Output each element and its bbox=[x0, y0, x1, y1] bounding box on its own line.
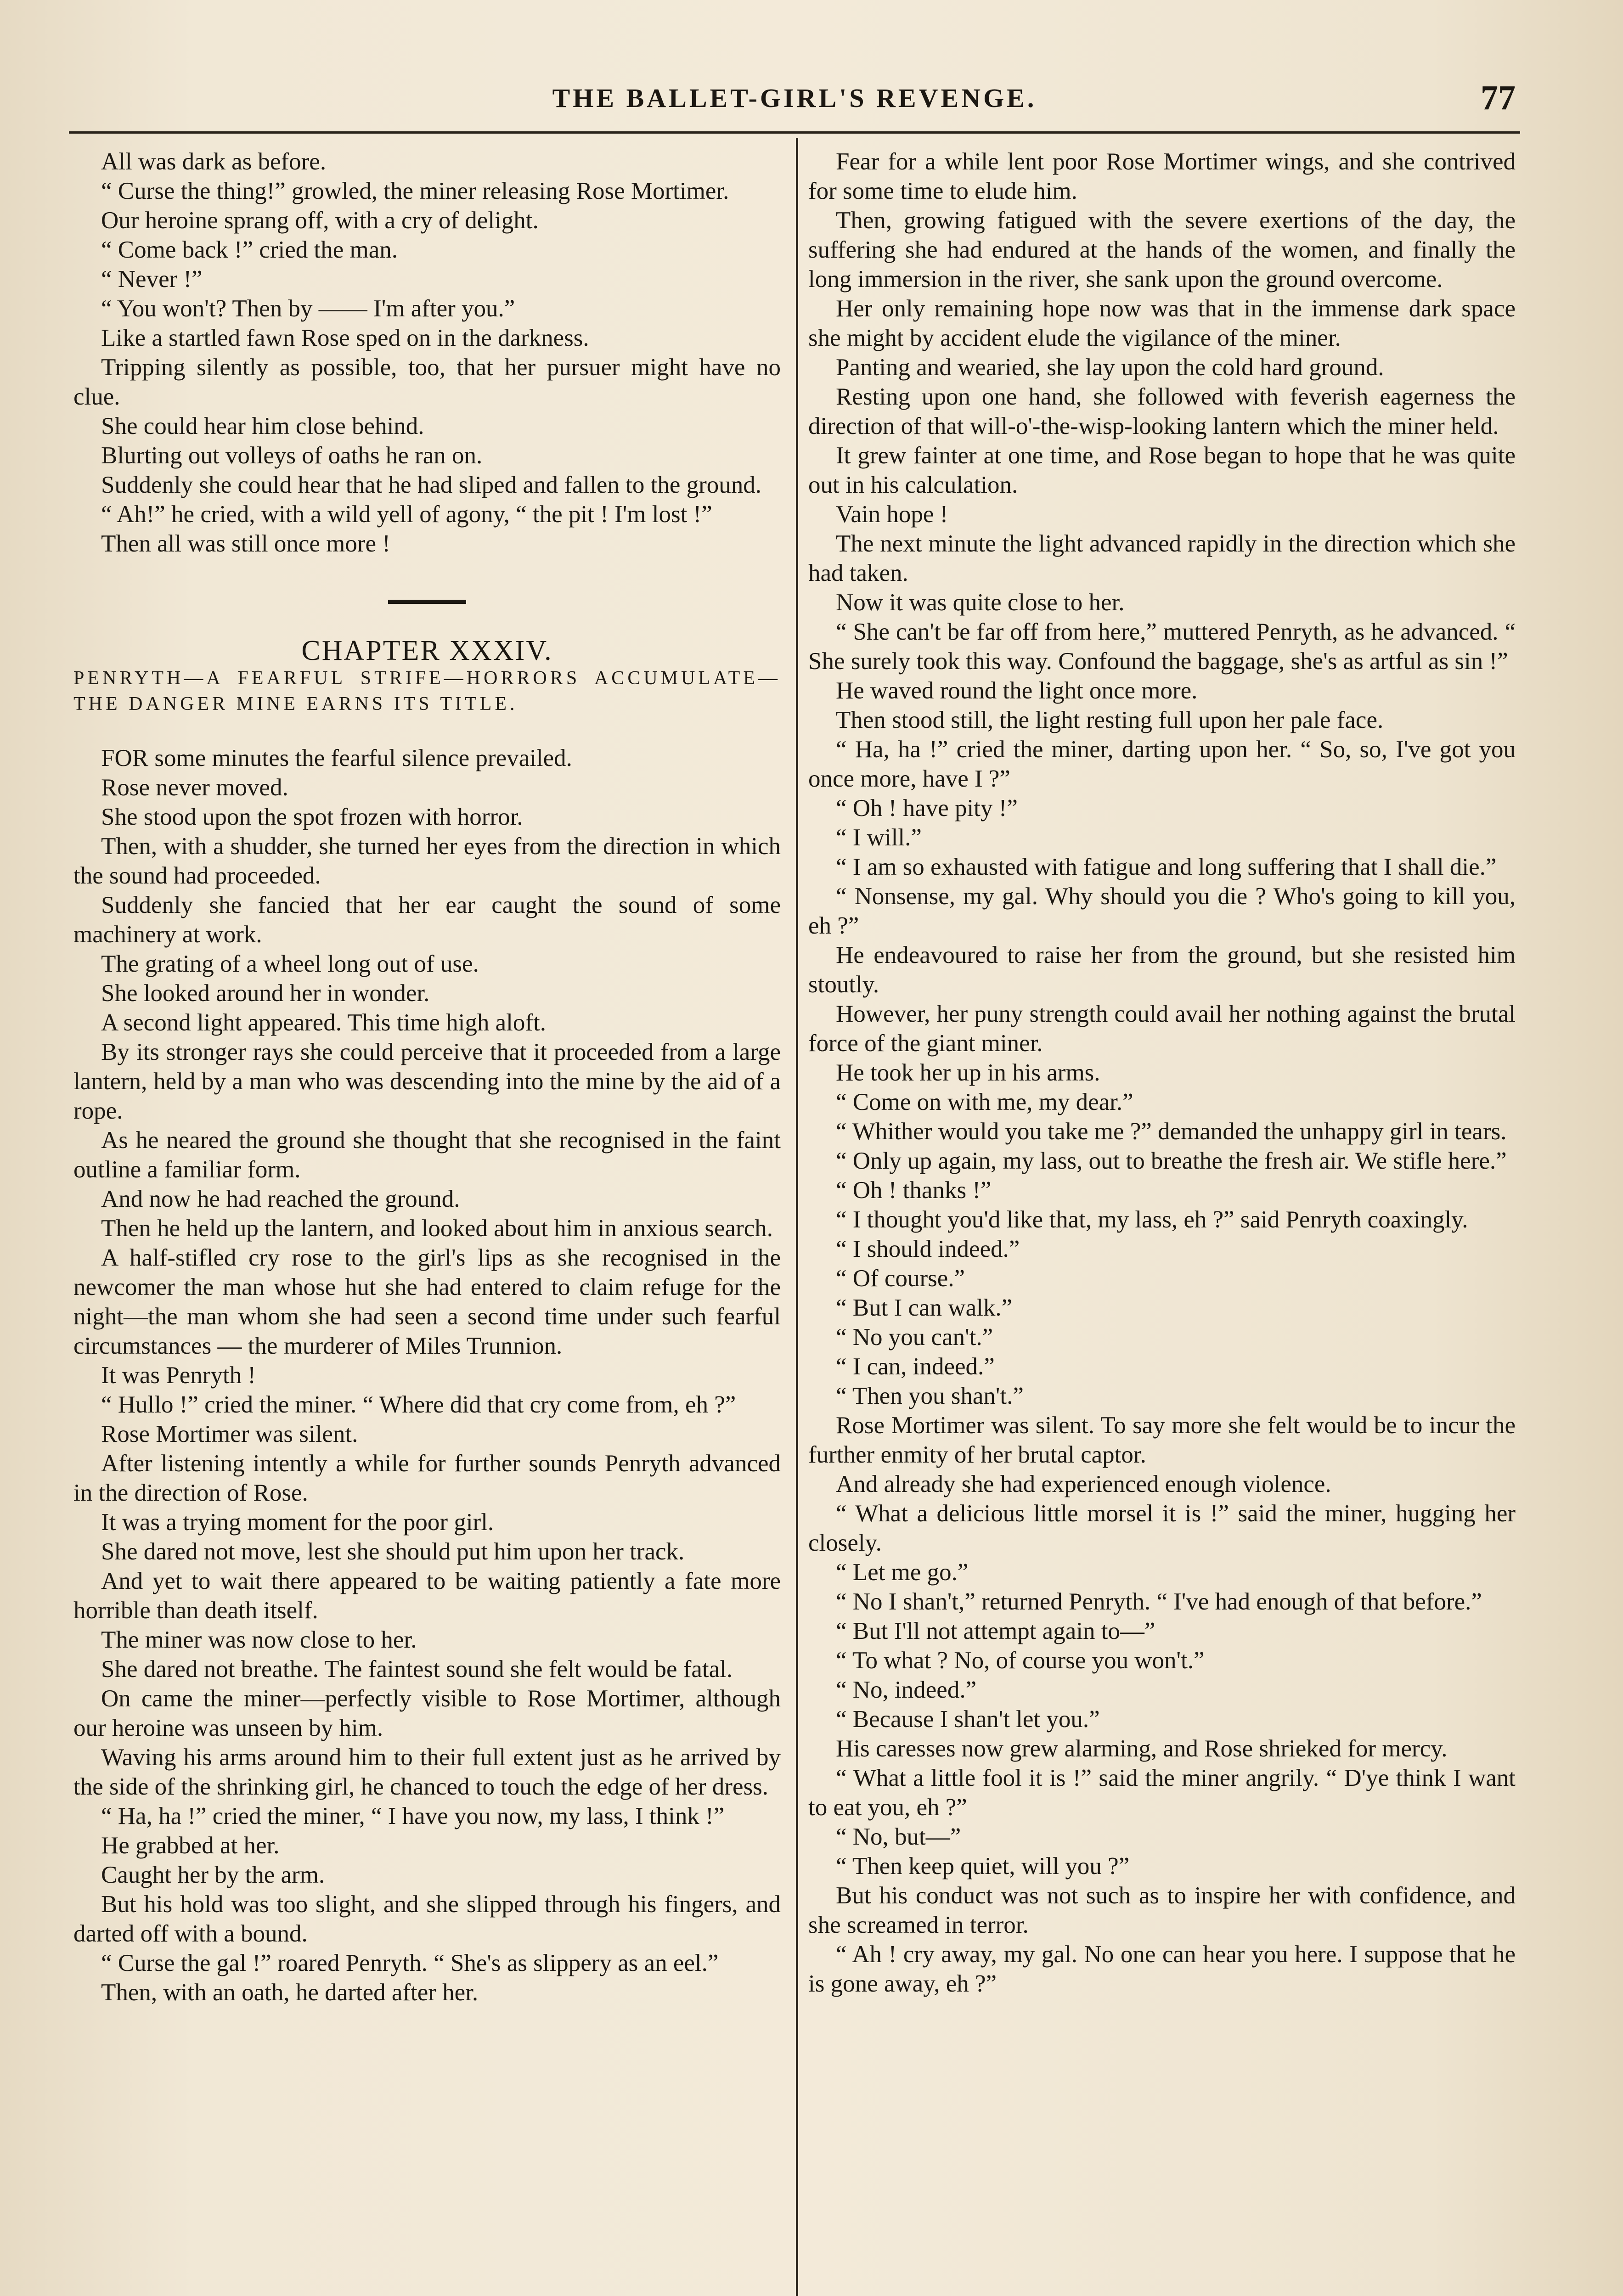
paragraph: “ Ha, ha !” cried the miner, “ I have you now, my lass, I think !” bbox=[101, 1803, 725, 1829]
paragraph: “ Then you shan't.” bbox=[836, 1383, 1024, 1409]
paragraph: Like a startled fawn Rose sped on in the darkness. bbox=[101, 325, 589, 351]
paragraph: Suddenly she could hear that he had sliped and fallen to the ground. bbox=[101, 472, 761, 498]
left-paragraphs-after bbox=[73, 743, 781, 2007]
paragraph: “ She can't be far off from here,” muttered Penryth, as he advanced. “ She surely took this way. Confound the baggage, she's as artful as sin !” bbox=[808, 619, 1516, 675]
page-number: 77 bbox=[1481, 79, 1516, 117]
paragraph: Then, growing fatigued with the severe exertions of the day, the suffering she had endured at the hands of the women, and finally the long immersion in the river, she sank upon the ground overcome. bbox=[808, 207, 1516, 293]
paragraph: She looked around her in wonder. bbox=[101, 980, 430, 1007]
paragraph: By its stronger rays she could perceive that it proceeded from a large lantern, held by a man who was descending into the mine by the aid of a rope. bbox=[73, 1039, 781, 1124]
paragraph: “ Curse the thing!” growled, the miner releasing Rose Mortimer. bbox=[101, 178, 729, 204]
paragraph: And now he had reached the ground. bbox=[101, 1186, 460, 1212]
paragraph: “ Then keep quiet, will you ?” bbox=[836, 1853, 1130, 1880]
running-title: THE BALLET-GIRL'S REVENGE. bbox=[552, 83, 1037, 113]
paragraph: “ What a little fool it is !” said the miner angrily. “ D'ye think I want to eat you, eh ?” bbox=[808, 1765, 1516, 1821]
chapter-title: CHAPTER XXXIV. bbox=[301, 635, 553, 666]
paragraph: On came the miner—perfectly visible to Rose Mortimer, although our heroine was unseen by him. bbox=[73, 1685, 781, 1741]
paragraph: Panting and wearied, she lay upon the cold hard ground. bbox=[836, 354, 1384, 381]
paragraph: Caught her by the arm. bbox=[101, 1862, 325, 1888]
paragraph: FOR some minutes the fearful silence prevailed. bbox=[101, 745, 572, 771]
paragraph: “ No you can't.” bbox=[836, 1324, 993, 1351]
paragraph: “ Because I shan't let you.” bbox=[836, 1706, 1100, 1733]
paragraph: “ But I'll not attempt again to—” bbox=[836, 1618, 1155, 1644]
paragraph: He endeavoured to raise her from the ground, but she resisted him stoutly. bbox=[808, 942, 1516, 998]
paragraph: “ Oh ! thanks !” bbox=[836, 1177, 992, 1204]
paragraph: “ But I can walk.” bbox=[836, 1294, 1013, 1321]
page-header bbox=[73, 69, 1516, 129]
paragraph: “ I thought you'd like that, my lass, eh ?” said Penryth coaxingly. bbox=[836, 1206, 1468, 1233]
chapter-summary: PENRYTH—A FEARFUL STRIFE—HORRORS ACCUMULATE—THE DANGER MINE EARNS ITS TITLE. bbox=[73, 668, 781, 715]
paragraph: Rose never moved. bbox=[101, 774, 288, 801]
paragraph: “ I can, indeed.” bbox=[836, 1353, 995, 1380]
paragraph: Now it was quite close to her. bbox=[836, 589, 1125, 616]
paragraph: All was dark as before. bbox=[101, 148, 327, 175]
section-divider bbox=[388, 600, 466, 604]
paragraph: Rose Mortimer was silent. To say more she felt would be to incur the further enmity of her brutal captor. bbox=[808, 1412, 1516, 1468]
paragraph: Resting upon one hand, she followed with feverish eagerness the direction of that will-o'-the-wisp-looking lantern which the miner held. bbox=[808, 383, 1516, 439]
paragraph: “ What a delicious little morsel it is !” said the miner, hugging her closely. bbox=[808, 1500, 1516, 1556]
paragraph: “ Curse the gal !” roared Penryth. “ She's as slippery as an eel.” bbox=[101, 1950, 719, 1976]
left-column bbox=[73, 147, 781, 2007]
paragraph: She stood upon the spot frozen with horror. bbox=[101, 804, 523, 830]
paragraph: Then stood still, the light resting full upon her pale face. bbox=[836, 707, 1384, 733]
paragraph: “ Oh ! have pity !” bbox=[836, 795, 1018, 822]
paragraph: She dared not move, lest she should put him upon her track. bbox=[101, 1538, 685, 1565]
header-rule bbox=[69, 131, 1520, 134]
paragraph: Our heroine sprang off, with a cry of delight. bbox=[101, 207, 539, 234]
paragraph: Then all was still once more ! bbox=[101, 530, 390, 557]
right-column bbox=[808, 147, 1516, 1998]
paragraph: The next minute the light advanced rapidly in the direction which she had taken. bbox=[808, 530, 1516, 586]
paragraph: The miner was now close to her. bbox=[101, 1626, 417, 1653]
paragraph: And already she had experienced enough violence. bbox=[836, 1471, 1331, 1497]
paragraph: “ Never !” bbox=[101, 266, 203, 293]
paragraph: “ No, but—” bbox=[836, 1823, 961, 1850]
paragraph: It grew fainter at one time, and Rose began to hope that he was quite out in his calculation. bbox=[808, 442, 1516, 498]
paragraph: The grating of a wheel long out of use. bbox=[101, 951, 479, 977]
paragraph: “ I should indeed.” bbox=[836, 1236, 1020, 1262]
paragraph: “ I am so exhausted with fatigue and long suffering that I shall die.” bbox=[836, 854, 1497, 880]
paragraph: Tripping silently as possible, too, that her pursuer might have no clue. bbox=[73, 354, 781, 410]
paragraph: It was Penryth ! bbox=[101, 1362, 256, 1389]
paragraph: And yet to wait there appeared to be waiting patiently a fate more horrible than death itself. bbox=[73, 1568, 781, 1624]
paragraph: After listening intently a while for further sounds Penryth advanced in the direction of Rose. bbox=[73, 1450, 781, 1506]
paragraph: Then he held up the lantern, and looked about him in anxious search. bbox=[101, 1215, 773, 1242]
paragraph: Then, with a shudder, she turned her eyes from the direction in which the sound had proceeded. bbox=[73, 833, 781, 889]
paragraph: “ Nonsense, my gal. Why should you die ? Who's going to kill you, eh ?” bbox=[808, 883, 1516, 939]
paragraph: “ Ah ! cry away, my gal. No one can hear you here. I suppose that he is gone away, eh ?” bbox=[808, 1941, 1516, 1997]
paragraph: She could hear him close behind. bbox=[101, 413, 424, 439]
paragraph: Blurting out volleys of oaths he ran on. bbox=[101, 442, 483, 469]
paragraph: However, her puny strength could avail her nothing against the brutal force of the giant miner. bbox=[808, 1001, 1516, 1057]
paragraph: “ Come back !” cried the man. bbox=[101, 236, 398, 263]
paragraph: A half-stifled cry rose to the girl's lips as she recognised in the newcomer the man whose hut she had entered to claim refuge for the night—the man whom she had seen a second time under such fearful circumstances — the murderer of Miles Trunnion. bbox=[73, 1244, 781, 1359]
paragraph: “ No I shan't,” returned Penryth. “ I've had enough of that before.” bbox=[836, 1588, 1482, 1615]
paragraph: “ Ha, ha !” cried the miner, darting upon her. “ So, so, I've got you once more, have I ?” bbox=[808, 736, 1516, 792]
paragraph: Rose Mortimer was silent. bbox=[101, 1421, 358, 1447]
paragraph: But his conduct was not such as to inspire her with confidence, and she screamed in terror. bbox=[808, 1882, 1516, 1938]
paragraph: “ Ah!” he cried, with a wild yell of agony, “ the pit ! I'm lost !” bbox=[101, 501, 712, 528]
paragraph: Fear for a while lent poor Rose Mortimer wings, and she contrived for some time to elude him. bbox=[808, 148, 1516, 204]
paragraph: Then, with an oath, he darted after her. bbox=[101, 1979, 479, 2006]
paragraph: “ I will.” bbox=[836, 824, 922, 851]
paragraph: “ Hullo !” cried the miner. “ Where did that cry come from, eh ?” bbox=[101, 1391, 736, 1418]
paragraph: “ Whither would you take me ?” demanded the unhappy girl in tears. bbox=[836, 1118, 1507, 1145]
paragraph: He took her up in his arms. bbox=[836, 1059, 1100, 1086]
paragraph: He waved round the light once more. bbox=[836, 677, 1198, 704]
paragraph: Vain hope ! bbox=[836, 501, 948, 528]
paragraph: Suddenly she fancied that her ear caught the sound of some machinery at work. bbox=[73, 892, 781, 948]
paragraph: Her only remaining hope now was that in the immense dark space she might by accident elude the vigilance of the miner. bbox=[808, 295, 1516, 351]
paragraph: “ You won't? Then by —— I'm after you.” bbox=[101, 295, 515, 322]
paragraph: “ Only up again, my lass, out to breathe the fresh air. We stifle here.” bbox=[836, 1148, 1507, 1174]
paragraph: But his hold was too slight, and she slipped through his fingers, and darted off with a bound. bbox=[73, 1891, 781, 1947]
right-paragraphs bbox=[808, 147, 1516, 1998]
paragraph: “ To what ? No, of course you won't.” bbox=[836, 1647, 1205, 1674]
paragraph: “ Come on with me, my dear.” bbox=[836, 1089, 1133, 1115]
paragraph: “ Let me go.” bbox=[836, 1559, 969, 1586]
paragraph: She dared not breathe. The faintest sound she felt would be fatal. bbox=[101, 1656, 733, 1683]
paragraph: He grabbed at her. bbox=[101, 1832, 280, 1859]
paragraph: It was a trying moment for the poor girl. bbox=[101, 1509, 494, 1536]
left-paragraphs-before bbox=[73, 147, 781, 558]
paragraph: “ No, indeed.” bbox=[836, 1677, 977, 1703]
paragraph: Waving his arms around him to their full extent just as he arrived by the side of the shrinking girl, he chanced to touch the edge of her dress. bbox=[73, 1744, 781, 1800]
paragraph: As he neared the ground she thought that she recognised in the faint outline a familiar form. bbox=[73, 1127, 781, 1183]
paragraph: A second light appeared. This time high aloft. bbox=[101, 1009, 547, 1036]
column-divider bbox=[796, 138, 798, 2296]
paragraph: His caresses now grew alarming, and Rose shrieked for mercy. bbox=[836, 1735, 1448, 1762]
paragraph: “ Of course.” bbox=[836, 1265, 965, 1292]
